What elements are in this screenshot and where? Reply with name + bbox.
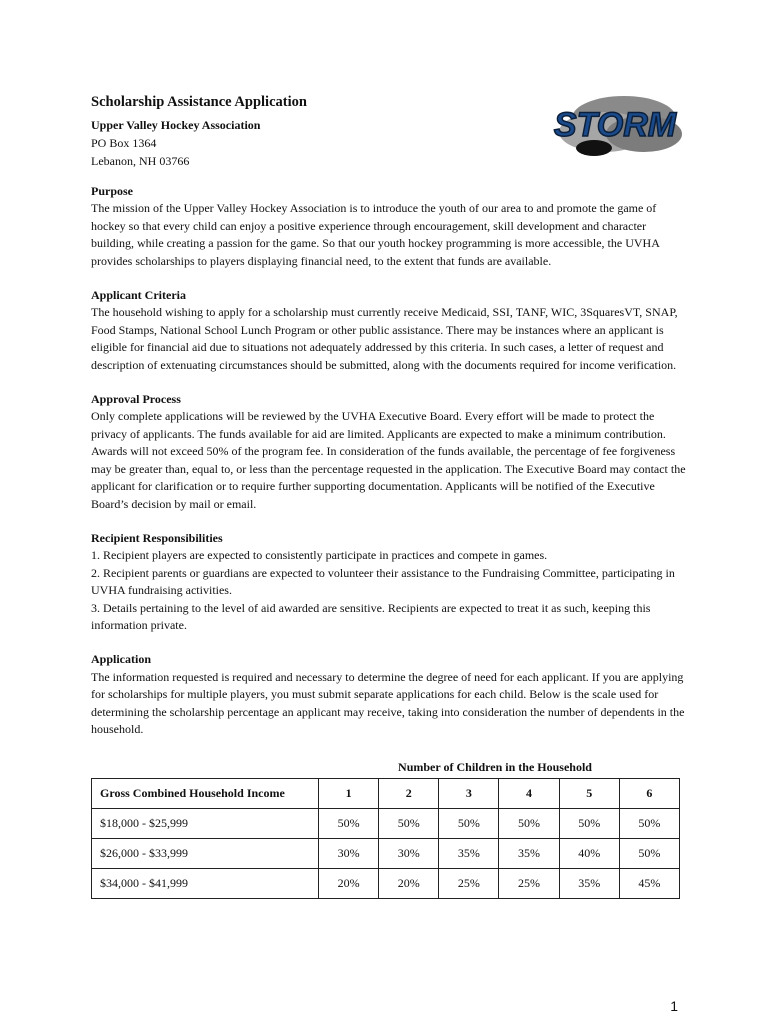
application-text: The information requested is required and necessary to determine the degree of need for each applicant. If you are applying for scholarships for multiple players, you must submit separate applications for each child. Below is the scale used for determining the scholarship percentage an applicant may receive, taking into consideration the number of dependents in the household. (91, 669, 685, 736)
table-cell: 50% (439, 809, 499, 839)
address-line-1: PO Box 1364 (91, 136, 157, 150)
table-header-row (92, 779, 680, 809)
table-cell: 50% (319, 809, 379, 839)
table-cell: 35% (559, 869, 619, 899)
table-cell: 50% (619, 839, 679, 869)
criteria-heading: Applicant Criteria (91, 288, 186, 303)
table-cell: 50% (559, 809, 619, 839)
purpose-heading: Purpose (91, 184, 133, 198)
column-header: Gross Combined Household Income (92, 779, 319, 809)
svg-text:STORM: STORM (553, 106, 677, 144)
column-header: 2 (379, 779, 439, 809)
approval-section (91, 391, 691, 513)
table-cell: 25% (439, 869, 499, 899)
organization-name: Upper Valley Hockey Association (91, 118, 261, 132)
document-title: Scholarship Assistance Application (91, 94, 307, 110)
table-cell: $34,000 - $41,999 (92, 869, 319, 899)
application-heading: Application (91, 652, 152, 667)
table-row (92, 869, 680, 899)
table-row (92, 809, 680, 839)
address-line-2: Lebanon, NH 03766 (91, 154, 190, 168)
page-number: 1 (670, 998, 678, 1014)
table-cell: 50% (499, 809, 559, 839)
table-cell: 35% (439, 839, 499, 869)
responsibility-item: 2. Recipient parents or guardians are expected to volunteer their assistance to the Fundraising Committee, participating in UVHA fundraising activities. (91, 565, 675, 598)
storm-logo (544, 90, 686, 162)
criteria-text: The household wishing to apply for a scholarship must currently receive Medicaid, SSI, TANF, WIC, 3SquaresVT, SNAP, Food Stamps, National School Lunch Program or other public assistance. There may be instances where an applicant is eligible for financial aid due to situations not adequately addressed by this criteria. In such cases, a letter of request and description of extenuating circumstances should be submitted, along with the documents required for income verification. (91, 305, 678, 372)
column-header: 5 (559, 779, 619, 809)
table-cell: 45% (619, 869, 679, 899)
table-cell: 35% (499, 839, 559, 869)
responsibility-item: 1. Recipient players are expected to consistently participate in practices and compete in games. (91, 548, 548, 563)
table-cell: $26,000 - $33,999 (92, 839, 319, 869)
table-cell: $18,000 - $25,999 (92, 809, 319, 839)
responsibilities-section (91, 530, 691, 634)
column-header: 3 (439, 779, 499, 809)
column-header: 6 (619, 779, 679, 809)
criteria-section (91, 287, 691, 374)
table-cell: 20% (319, 869, 379, 899)
table-cell: 30% (319, 839, 379, 869)
scholarship-scale-table (91, 778, 680, 899)
table-cell: 20% (379, 869, 439, 899)
purpose-text: The mission of the Upper Valley Hockey Association is to introduce the youth of our area to and promote the game of hockey so that every child can enjoy a positive experience through encouragement, skill development and character building, while creating a passion for the game. So that our youth hockey programming is more accessible, the UVHA provides scholarships to players displaying financial need, to the extent that funds are available. (91, 201, 660, 268)
table-caption: Number of Children in the Household (398, 760, 592, 774)
document-body (91, 183, 691, 755)
responsibility-item: 3. Details pertaining to the level of aid awarded are sensitive. Recipients are expected to treat it as such, keeping this information private. (91, 600, 651, 632)
approval-heading: Approval Process (91, 392, 181, 407)
table-cell: 30% (379, 839, 439, 869)
table-row (92, 839, 680, 869)
responsibilities-heading: Recipient Responsibilities (91, 530, 223, 545)
table-cell: 40% (559, 839, 619, 869)
column-header: 4 (499, 779, 559, 809)
table-cell: 50% (619, 809, 679, 839)
application-section (91, 651, 691, 738)
table-cell: 50% (379, 809, 439, 839)
table-cell: 25% (499, 869, 559, 899)
purpose-section (91, 183, 691, 270)
column-header: 1 (319, 779, 379, 809)
letterhead (91, 92, 541, 170)
approval-text: Only complete applications will be reviewed by the UVHA Executive Board. Every effort will be made to protect the privacy of applicants. The funds available for aid are limited. Applicants are expected to make a minimum contribution. Awards will not exceed 50% of the program fee. In consideration of the funds available, the percentage of fee forgiveness may be greater than, equal to, or less than the percentage requested in the application. The Executive Board may contact the applicant for clarification or to require further supporting documentation. Applicants will be notified of the Executive Board’s decision by mail or email. (91, 409, 686, 511)
